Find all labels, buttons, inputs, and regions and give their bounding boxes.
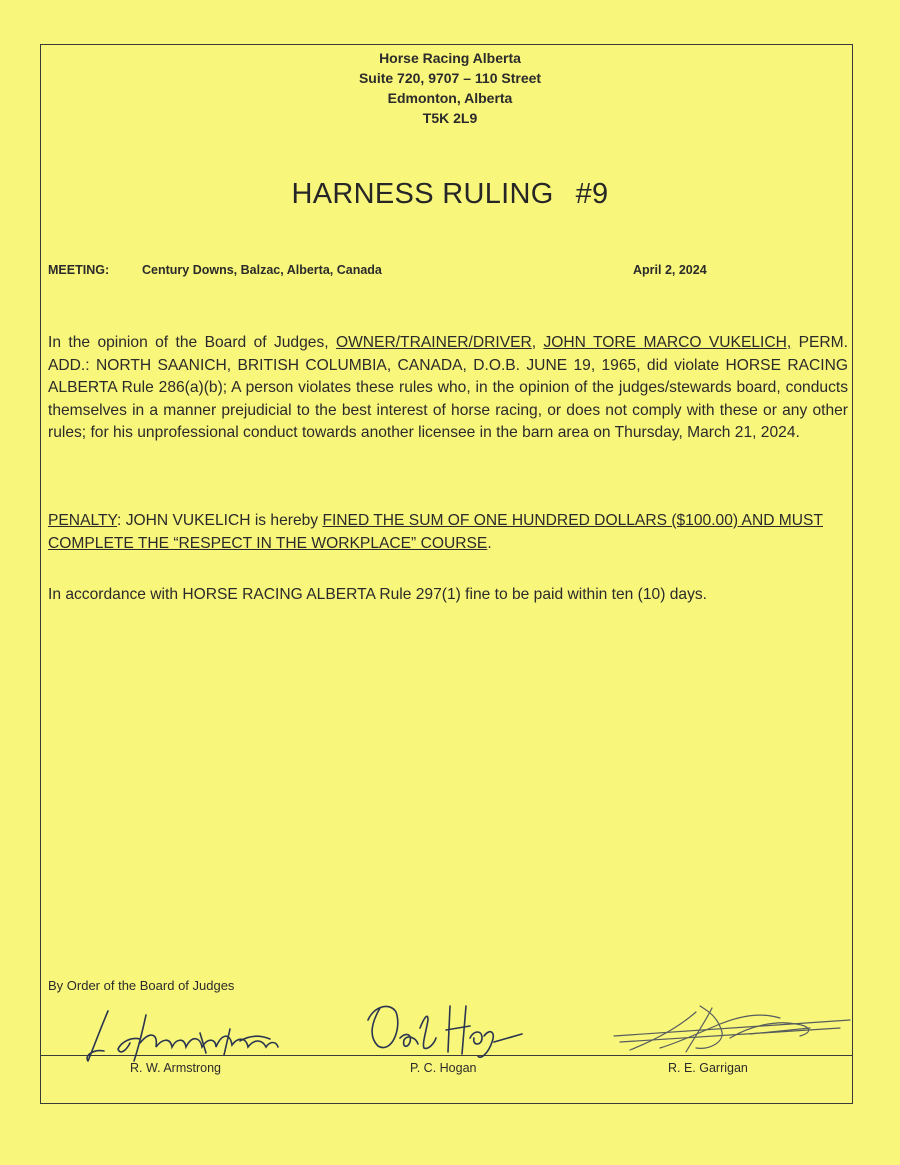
city-line: Edmonton, Alberta xyxy=(387,90,513,106)
address-block xyxy=(0,48,900,128)
street-address: Suite 720, 9707 – 110 Street xyxy=(358,70,542,86)
meeting-date: April 2, 2024 xyxy=(633,263,707,277)
meeting-label: MEETING: xyxy=(48,263,110,277)
licensee-role: OWNER/TRAINER/DRIVER xyxy=(335,334,532,351)
signature-garrigan-icon xyxy=(600,998,860,1068)
role-separator: , xyxy=(531,334,544,351)
payment-paragraph: In accordance with HORSE RACING ALBERTA Rule 297(1) fine to be paid within ten (10) days. xyxy=(48,586,708,603)
judge-name-armstrong: R. W. Armstrong xyxy=(130,1061,221,1075)
licensee-name: JOHN TORE MARCO VUKELICH, xyxy=(543,334,792,351)
title-text: HARNESS RULING xyxy=(291,178,554,210)
penalty-label: PENALTY xyxy=(48,512,118,529)
ruling-paragraph xyxy=(48,332,848,445)
penalty-text: FINED THE SUM OF ONE HUNDRED DOLLARS ($100.00) AND MUST COMPLETE THE “RESPECT IN THE WORKPLACE” COURSE xyxy=(48,512,823,552)
org-name: Horse Racing Alberta xyxy=(379,50,521,66)
page-title xyxy=(0,178,900,211)
ruling-intro: In the opinion of the Board of Judges, xyxy=(48,334,336,351)
ruling-details: PERM. ADD.: NORTH SAANICH, BRITISH COLUMBIA, CANADA, D.O.B. JUNE 19, 1965, did violate HORSE RACING ALBERTA Rule 286(a)(b); A person violates these rules who, in the opinion of the judges/stewards board, conducts themselves in a manner prejudicial to the best interest of horse racing, or does not comply with these or any other rules; for his unprofessional conduct towards another licensee in the barn area on Thursday, March 21, 2024. xyxy=(48,334,848,441)
postal-code: T5K 2L9 xyxy=(422,110,478,126)
ruling-number: #9 xyxy=(575,178,609,210)
penalty-end: . xyxy=(487,534,492,552)
meeting-venue: Century Downs, Balzac, Alberta, Canada xyxy=(142,263,382,277)
penalty-paragraph xyxy=(48,510,848,555)
signature-hogan-icon xyxy=(362,998,532,1068)
judge-name-garrigan: R. E. Garrigan xyxy=(668,1061,748,1075)
penalty-intro: : JOHN VUKELICH is hereby xyxy=(117,512,323,529)
judge-name-hogan: P. C. Hogan xyxy=(410,1061,477,1075)
order-line: By Order of the Board of Judges xyxy=(48,978,235,993)
